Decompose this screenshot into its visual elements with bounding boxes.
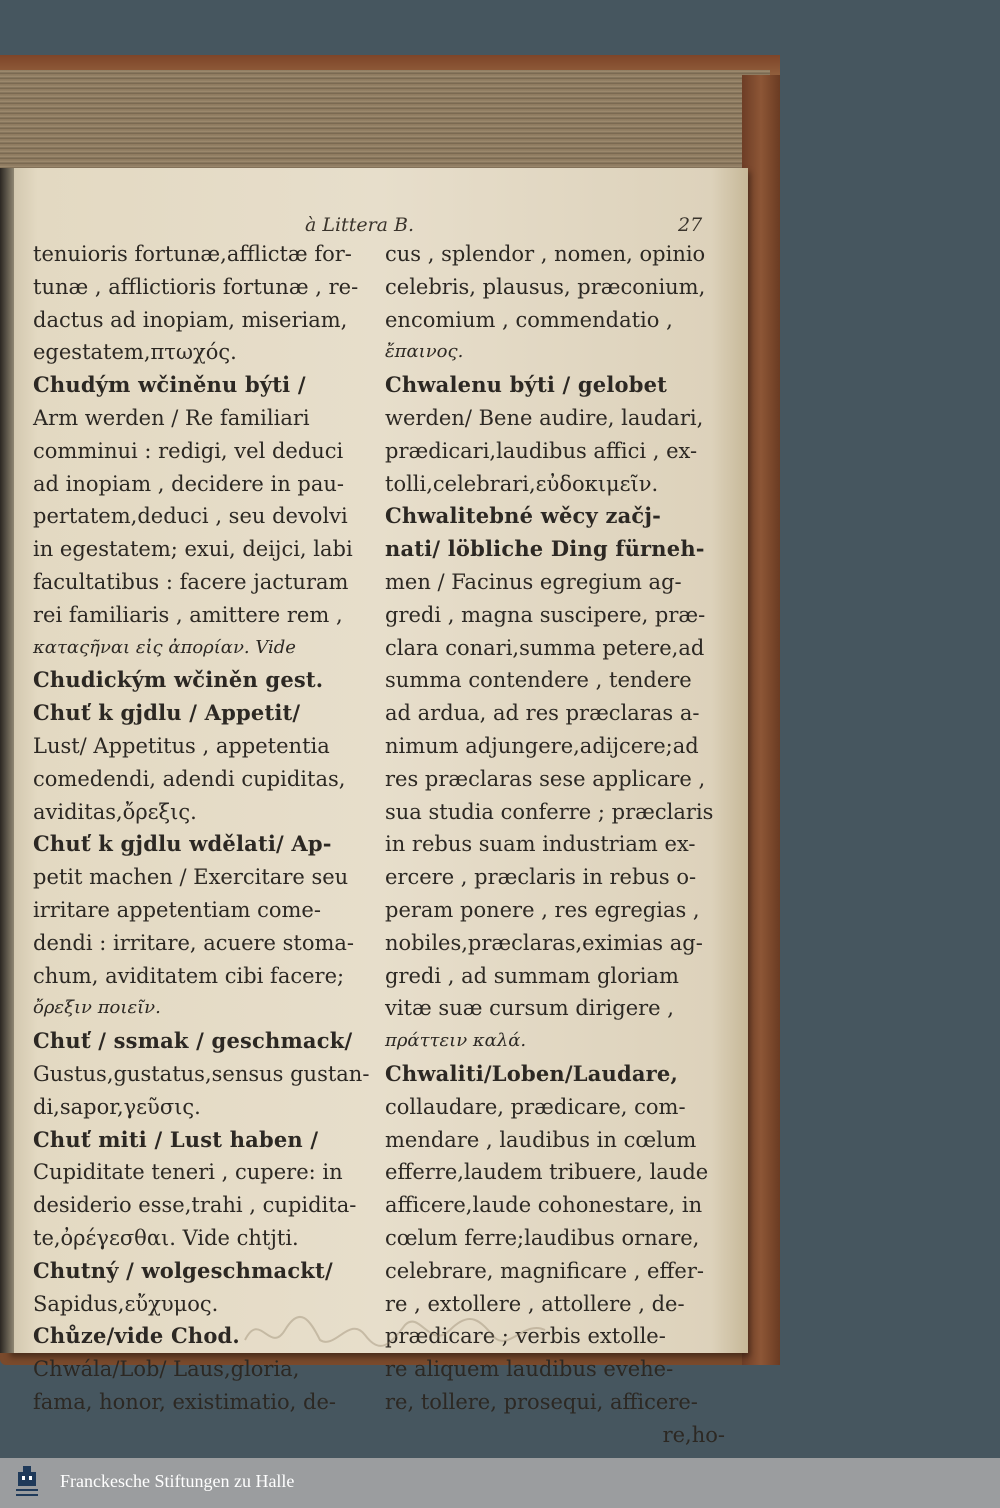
text-line: te,ὀρέγεσθαι. Vide chtjti. xyxy=(33,1225,299,1250)
text-line: re aliquem laudibus evehe- xyxy=(385,1357,674,1382)
text-line: πράττειν καλά. xyxy=(385,1030,527,1052)
text-line: Chůze/vide Chod. xyxy=(33,1323,240,1349)
text-line: celebris, plausus, præconium, xyxy=(385,274,706,299)
text-line: tolli,celebrari,εὐδοκιμεῖν. xyxy=(385,471,659,496)
institution-logo-icon xyxy=(14,1464,40,1502)
text-line: peram ponere , res egregias , xyxy=(385,897,700,922)
text-line: rei familiaris , amittere rem , xyxy=(33,602,343,627)
text-line: Chuť k gjdlu wdělati/ Ap- xyxy=(33,831,332,857)
text-line: Chuť miti / Lust haben / xyxy=(33,1126,319,1152)
text-line: summa contendere , tendere xyxy=(385,668,692,693)
text-line: desiderio esse,trahi , cupidita- xyxy=(33,1193,357,1218)
text-line: sua studia conferre ; præclaris xyxy=(385,799,714,824)
text-line: ercere , præclaris in rebus o- xyxy=(385,865,697,890)
text-line: nimum adjungere,adijcere;ad xyxy=(385,733,699,758)
text-line: prædicare ; verbis extolle- xyxy=(385,1324,666,1349)
text-line: chum, aviditatem cibi facere; xyxy=(33,963,345,988)
text-line: Gustus,gustatus,sensus gustan- xyxy=(33,1061,370,1086)
text-line: clara conari,summa petere,ad xyxy=(385,635,705,660)
text-line: comedendi, adendi cupiditas, xyxy=(33,766,346,791)
text-line: Chuť k gjdlu / Appetit/ xyxy=(33,700,301,726)
gutter-shadow xyxy=(0,168,14,1353)
text-line: res præclaras sese applicare , xyxy=(385,766,706,791)
text-line: Chwalenu býti / gelobet xyxy=(385,372,668,398)
text-line: tunæ , afflictioris fortunæ , re- xyxy=(33,274,359,299)
text-line: Sapidus,εὔχυμος. xyxy=(33,1291,219,1316)
text-line: prædicari,laudibus affici , ex- xyxy=(385,438,698,463)
handwritten-signature xyxy=(240,1300,550,1360)
text-line: Arm werden / Re familiari xyxy=(33,405,310,430)
running-header: à Littera B. xyxy=(305,214,415,236)
page-number: 27 xyxy=(678,214,703,236)
text-line: re , extollere , attollere , de- xyxy=(385,1291,685,1316)
text-line: Cupiditate teneri , cupere: in xyxy=(33,1160,343,1185)
text-line: mendare , laudibus in cœlum xyxy=(385,1127,697,1152)
text-line: Lust/ Appetitus , appetentia xyxy=(33,733,330,758)
text-line: men / Facinus egregium ag- xyxy=(385,569,682,594)
text-line: efferre,laudem tribuere, laude xyxy=(385,1160,709,1185)
text-line: ad inopiam , decidere in pau- xyxy=(33,471,345,496)
text-line: werden/ Bene audire, laudari, xyxy=(385,405,704,430)
text-line: celebrare, magnificare , effer- xyxy=(385,1258,704,1283)
text-line: petit machen / Exercitare seu xyxy=(33,865,349,890)
text-line: in rebus suam industriam ex- xyxy=(385,832,696,857)
text-line: dendi : irritare, acuere stoma- xyxy=(33,930,355,955)
footer-bar xyxy=(0,1458,1000,1508)
text-line: Chudým wčiněnu býti / xyxy=(33,372,306,398)
text-line: gredi , magna suscipere, præ- xyxy=(385,602,706,627)
text-line: re,ho- xyxy=(662,1422,725,1447)
text-line: egestatem,πτωχός. xyxy=(33,340,237,365)
text-line: καταςῆναι εἰς ἀπορίαν. Vide xyxy=(33,636,296,658)
text-line: gredi , ad summam gloriam xyxy=(385,963,679,988)
text-line: Chwála/Lob/ Laus,gloria, xyxy=(33,1357,300,1382)
text-line: fama, honor, existimatio, de- xyxy=(33,1389,336,1414)
text-line: irritare appetentiam come- xyxy=(33,897,321,922)
text-line: pertatem,deduci , seu devolvi xyxy=(33,504,348,529)
text-line: vitæ suæ cursum dirigere , xyxy=(385,996,674,1021)
text-line: ἔπαινος. xyxy=(385,341,464,363)
text-line: Chwaliti/Loben/Laudare, xyxy=(385,1060,678,1086)
text-line: Chutný / wolgeschmackt/ xyxy=(33,1257,333,1283)
text-line: nati/ löbliche Ding fürneh- xyxy=(385,536,705,562)
text-line: re, tollere, prosequi, afficere- xyxy=(385,1389,698,1414)
right-column xyxy=(385,238,725,1451)
text-line: ad ardua, ad res præclaras a- xyxy=(385,701,700,726)
text-line: facultatibus : facere jacturam xyxy=(33,569,349,594)
text-line: afficere,laude cohonestare, in xyxy=(385,1193,703,1218)
text-line: Chwalitebné wěcy začj- xyxy=(385,503,662,529)
text-line: Chuť / ssmak / geschmack/ xyxy=(33,1028,353,1054)
text-line: aviditas,ὄρεξις. xyxy=(33,799,197,824)
text-line: nobiles,præclaras,eximias ag- xyxy=(385,930,703,955)
left-column xyxy=(33,238,368,1419)
text-line: Chudickým wčiněn gest. xyxy=(33,667,324,693)
text-line: cœlum ferre;laudibus ornare, xyxy=(385,1225,700,1250)
text-line: dactus ad inopiam, miseriam, xyxy=(33,307,348,332)
text-line: cus , splendor , nomen, opinio xyxy=(385,242,706,266)
text-line: comminui : redigi, vel deduci xyxy=(33,438,344,463)
footer-text: Franckesche Stiftungen zu Halle xyxy=(60,1471,295,1491)
text-line: tenuioris fortunæ,afflictæ for- xyxy=(33,242,352,266)
text-line: in egestatem; exui, deijci, labi xyxy=(33,537,353,562)
text-line: di,sapor,γεῦσις. xyxy=(33,1094,201,1119)
text-line: collaudare, prædicare, com- xyxy=(385,1094,686,1119)
text-line: ὄρεξιν ποιεῖν. xyxy=(33,997,161,1019)
text-line: encomium , commendatio , xyxy=(385,307,673,332)
